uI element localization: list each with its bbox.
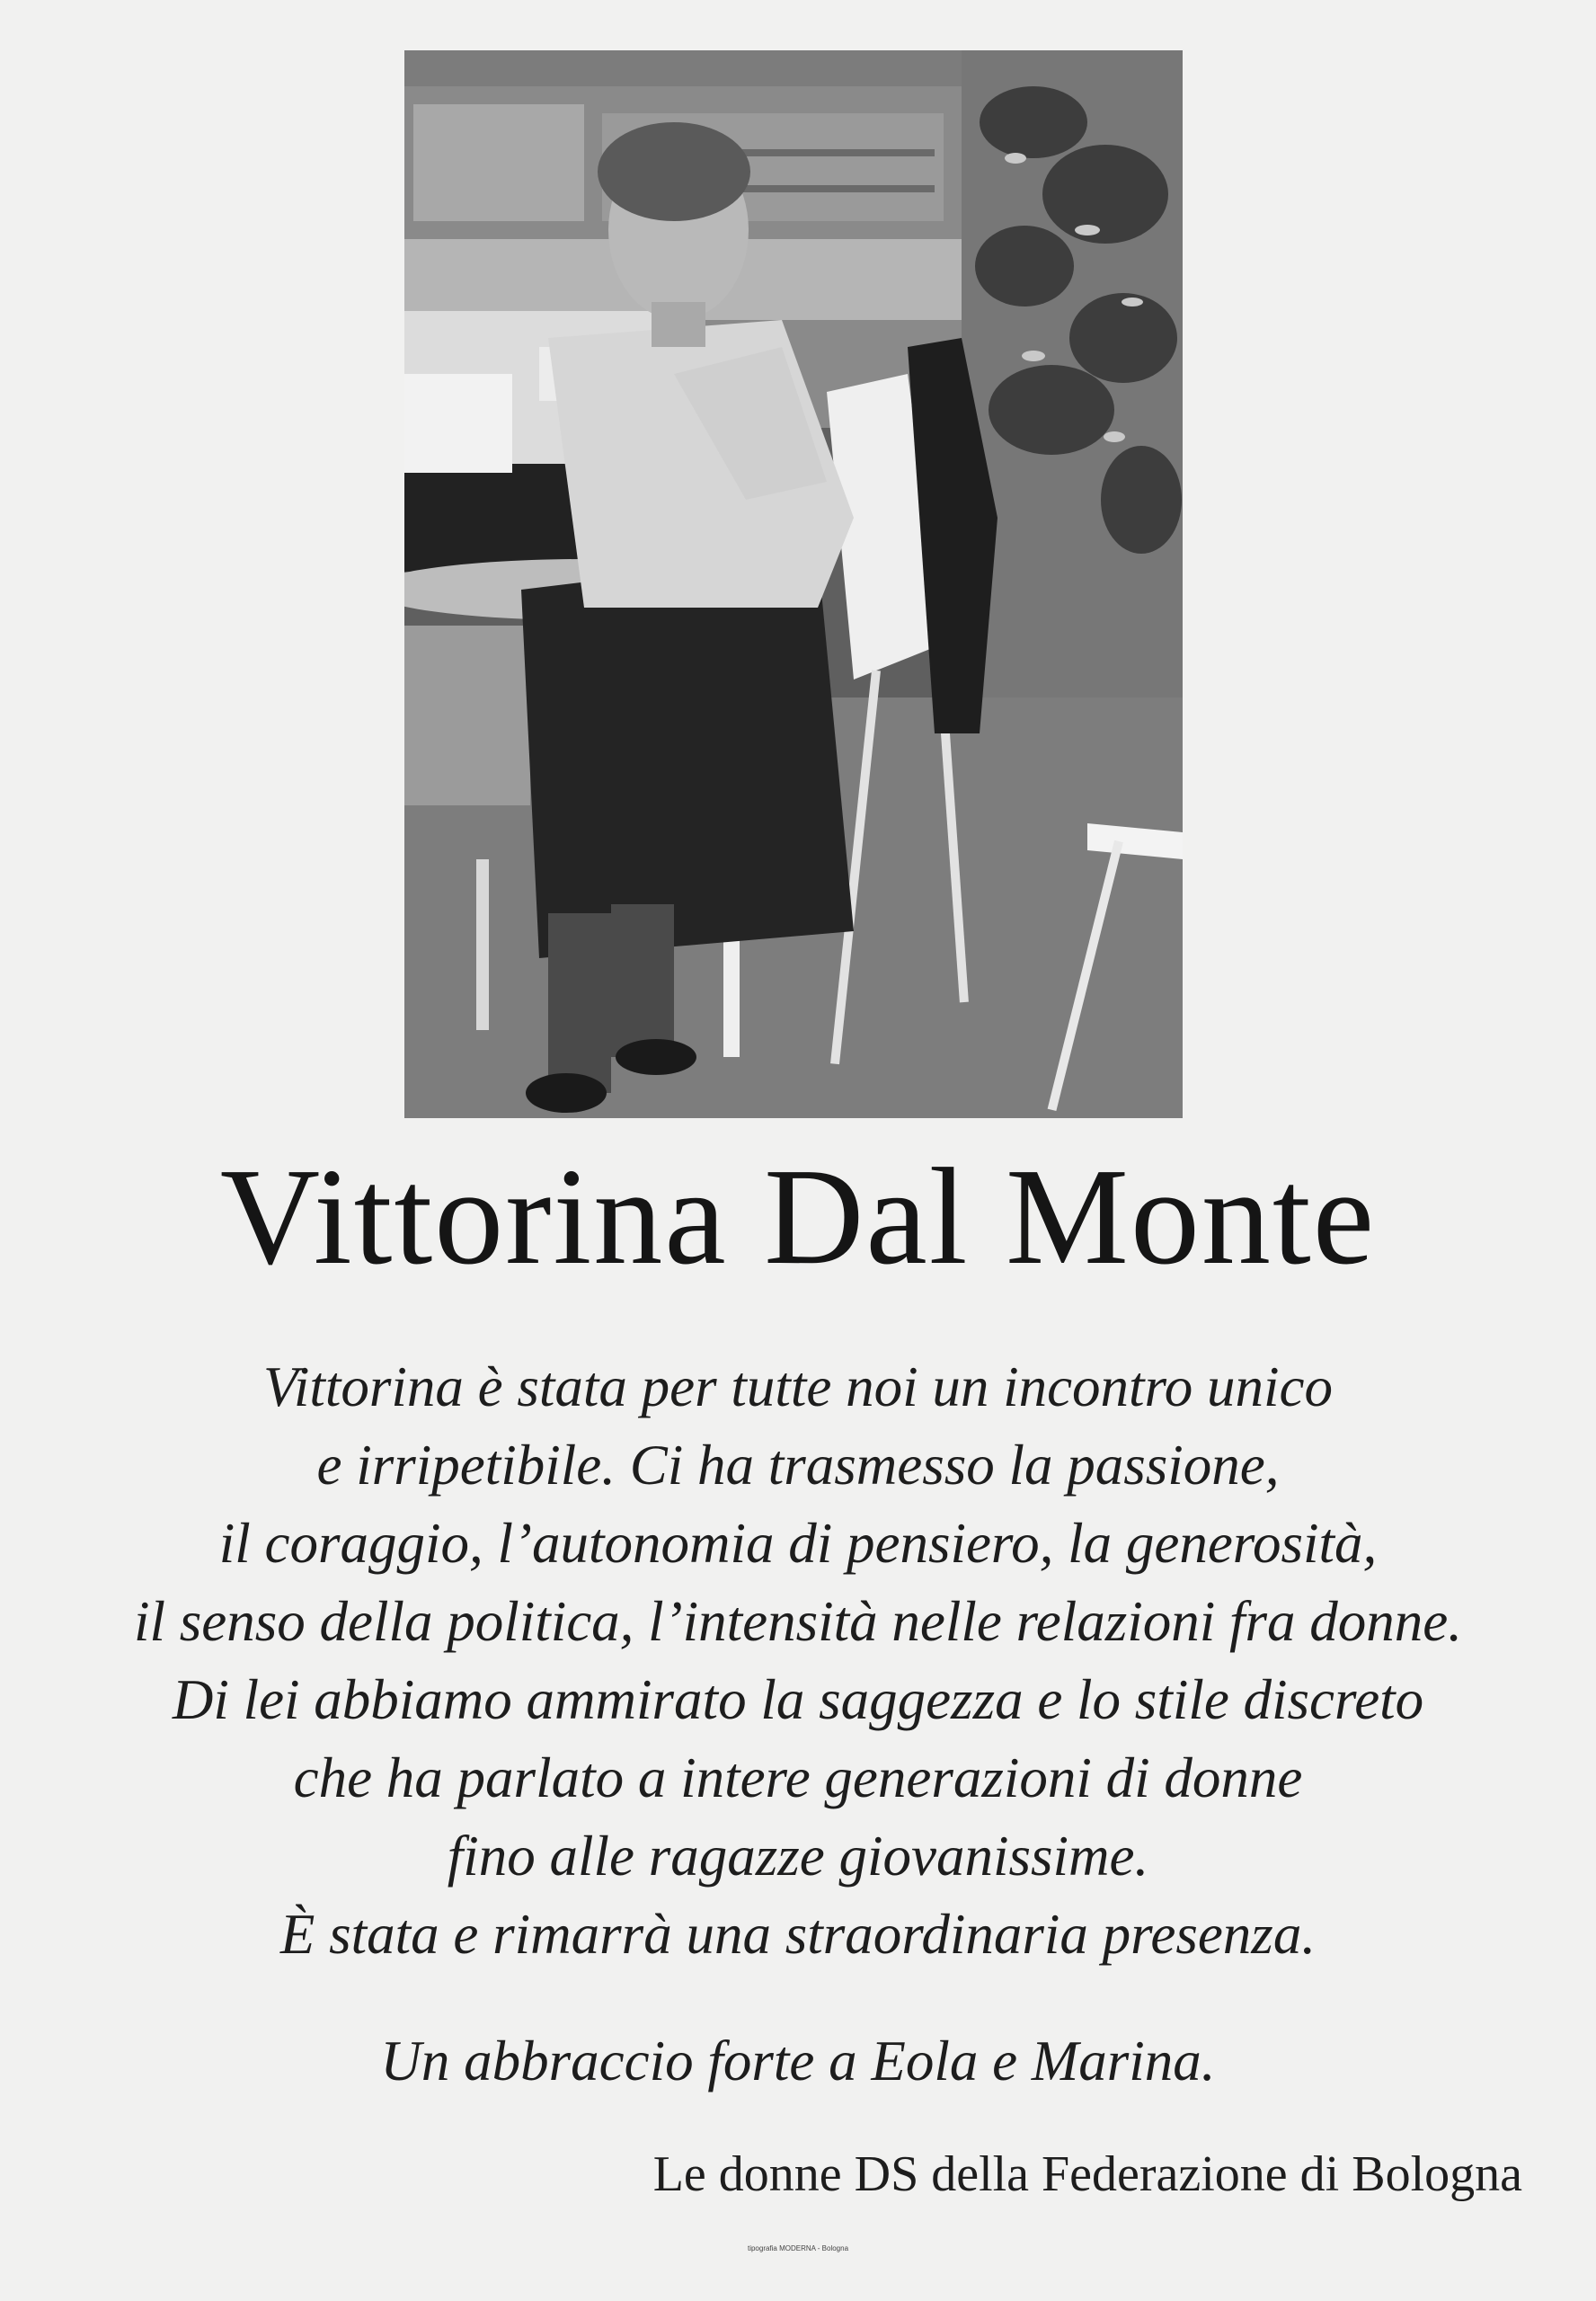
tribute-text	[36, 1348, 1560, 1974]
tribute-line: fino alle ragazze giovanissime.	[447, 1825, 1149, 1888]
printer-credit: tipografia MODERNA - Bologna	[747, 2244, 849, 2252]
page-title: Vittorina Dal Monte	[219, 1141, 1377, 1293]
tribute-line: il senso della politica, l’intensità nelle relazioni fra donne.	[133, 1590, 1462, 1653]
tribute-line: Vittorina è stata per tutte noi un incontro unico	[263, 1355, 1333, 1418]
tribute-line: che ha parlato a intere generazioni di donne	[293, 1746, 1303, 1809]
tribute-line: È stata e rimarrà una straordinaria presenza.	[279, 1903, 1317, 1966]
closing-message: Un abbraccio forte a Eola e Marina.	[380, 2030, 1216, 2092]
tribute-line: e irripetibile. Ci ha trasmesso la passione,	[316, 1434, 1280, 1497]
signature: Le donne DS della Federazione di Bologna	[652, 2146, 1522, 2202]
tribute-line: Di lei abbiamo ammirato la saggezza e lo stile discreto	[172, 1668, 1424, 1731]
portrait-photo	[404, 50, 1183, 1118]
tribute-line: il coraggio, l’autonomia di pensiero, la generosità,	[218, 1512, 1378, 1575]
